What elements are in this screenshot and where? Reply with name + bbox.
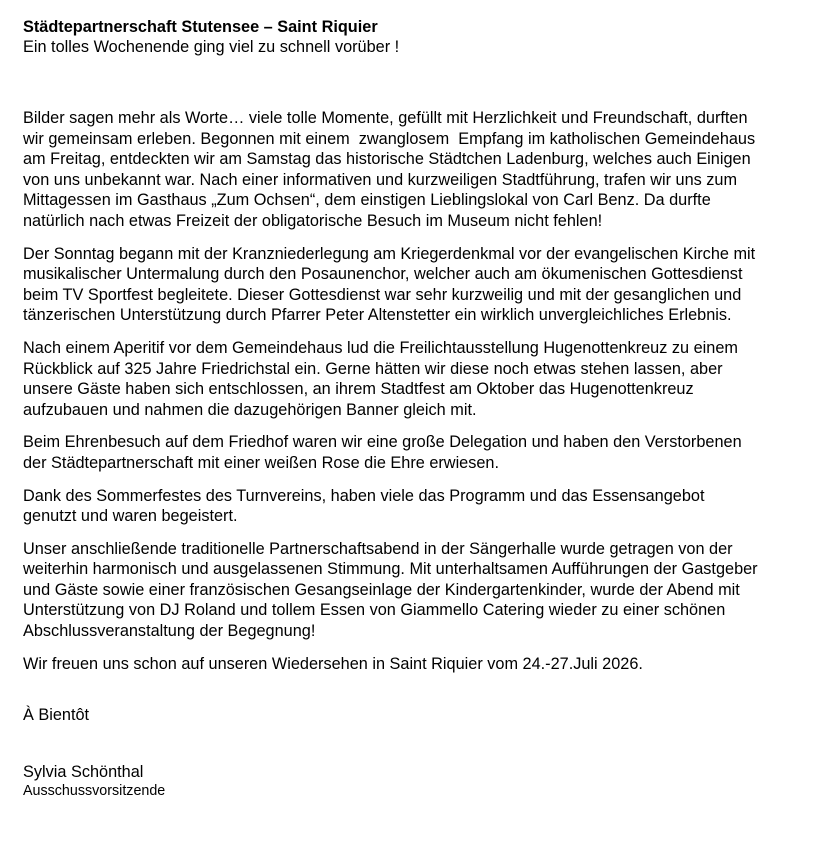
paragraph-line: Der Sonntag begann mit der Kranzniederlegung am Kriegerdenkmal vor der evangelischen Kirche mit (23, 244, 756, 263)
paragraph-line: musikalischer Untermalung durch den Posaunenchor, welcher auch am ökumenischen Gottesdienst (23, 265, 743, 284)
paragraph-line: Nach einem Aperitif vor dem Gemeindehaus lud die Freilichtausstellung Hugenottenkreuz zu einem (23, 338, 738, 357)
article-body (23, 108, 820, 674)
signer-role: Ausschussvorsitzende (23, 783, 166, 800)
paragraph-line: der Städtepartnerschaft mit einer weißen Rose die Ehre erwiesen. (23, 453, 500, 472)
paragraph-line: Abschlussveranstaltung der Begegnung! (23, 622, 316, 641)
article-title: Städtepartnerschaft Stutensee – Saint Riquier (23, 18, 378, 36)
paragraph-line: Mittagessen im Gasthaus „Zum Ochsen“, dem einstigen Lieblingslokal von Carl Benz. Da durfte (23, 191, 711, 210)
article-paragraph (23, 244, 820, 326)
article-paragraph (23, 108, 820, 232)
paragraph-line: am Freitag, entdeckten wir am Samstag das historische Städtchen Ladenburg, welches auch Einigen (23, 150, 751, 169)
paragraph-line: tänzerischen Unterstützung durch Pfarrer Peter Altenstetter ein wirklich unvergleichliches Erlebnis. (23, 306, 732, 325)
paragraph-line: Beim Ehrenbesuch auf dem Friedhof waren wir eine große Delegation und haben den Verstorbenen (23, 433, 742, 452)
article-subtitle: Ein tolles Wochenende ging viel zu schnell vorüber ! (23, 38, 400, 56)
article-paragraph (23, 654, 820, 675)
paragraph-line: genutzt und waren begeistert. (23, 507, 238, 526)
paragraph-line: Wir freuen uns schon auf unseren Wiedersehen in Saint Riquier vom 24.-27.Juli 2026. (23, 654, 643, 673)
farewell-greeting: À Bientôt (23, 706, 90, 725)
paragraph-line: Unterstützung von DJ Roland und tollem Essen von Giammello Catering wieder zu einer schönen (23, 601, 726, 620)
paragraph-line: von uns unbekannt war. Nach einer informativen und kurzweiligen Stadtführung, trafen wir uns zum (23, 170, 738, 189)
paragraph-line: und Gäste sowie einer französischen Gesangseinlage der Kindergartenkinder, wurde der Abend mit (23, 580, 740, 599)
paragraph-line: beim TV Sportfest begleitete. Dieser Gottesdienst war sehr kurzweilig und mit der gesanglichen und (23, 285, 742, 304)
signer-name: Sylvia Schönthal (23, 763, 144, 782)
paragraph-line: Unser anschließende traditionelle Partnerschaftsabend in der Sängerhalle wurde getragen von der (23, 539, 733, 558)
paragraph-line: natürlich nach etwas Freizeit der obligatorische Besuch im Museum nicht fehlen! (23, 211, 603, 230)
paragraph-line: Dank des Sommerfestes des Turnvereins, haben viele das Programm und das Essensangebot (23, 486, 705, 505)
article-paragraph (23, 539, 820, 642)
paragraph-line: aufzubauen und nahmen die dazugehörigen Banner gleich mit. (23, 400, 477, 419)
article-paragraph (23, 486, 820, 527)
paragraph-line: weiterhin harmonisch und ausgelassenen Stimmung. Mit unterhaltsamen Aufführungen der Gastgeber (23, 560, 758, 579)
article-paragraph (23, 432, 820, 473)
paragraph-line: Rückblick auf 325 Jahre Friedrichstal ein. Gerne hätten wir diese noch etwas stehen lassen, aber (23, 359, 723, 378)
paragraph-line: wir gemeinsam erleben. Begonnen mit einem zwanglosem Empfang im katholischen Gemeindehaus (23, 129, 756, 148)
article-paragraph (23, 338, 820, 420)
paragraph-line: unsere Gäste haben sich entschlossen, an ihrem Stadtfest am Oktober das Hugenottenkreuz (23, 380, 694, 399)
paragraph-line: Bilder sagen mehr als Worte… viele tolle Momente, gefüllt mit Herzlichkeit und Freundschaft, durften (23, 109, 748, 127)
